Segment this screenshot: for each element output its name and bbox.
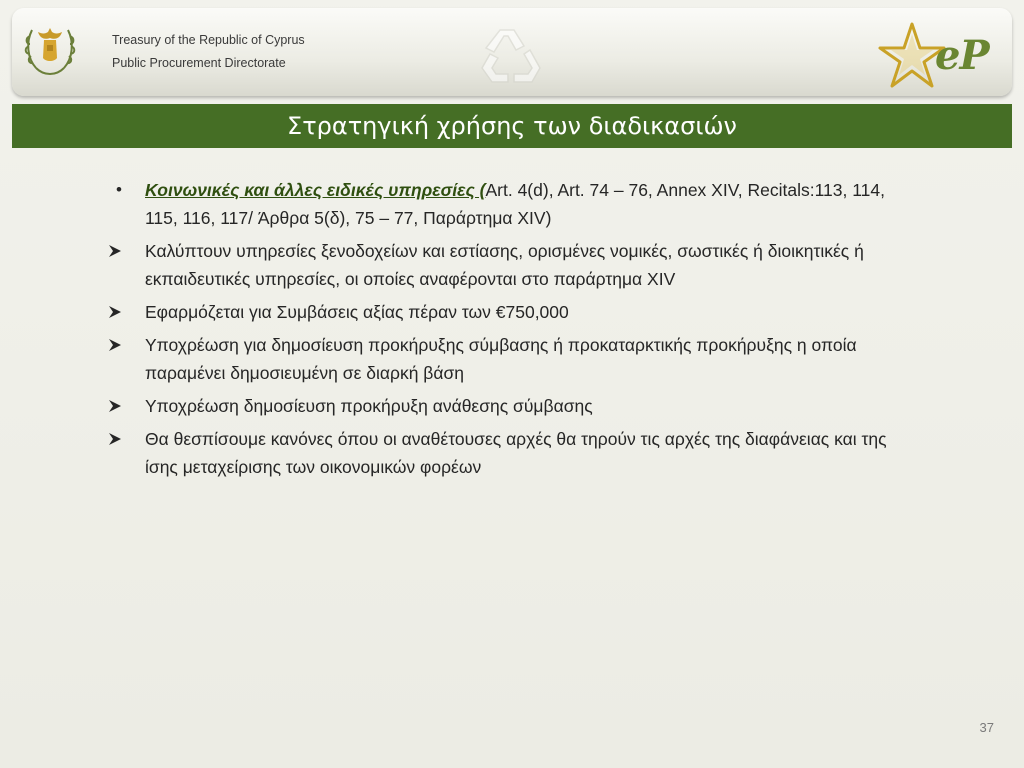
arrow-bullet-icon [108,392,130,413]
slide-title: Στρατηγική χρήσης των διαδικασιών [12,104,1012,148]
list-item-text: Θα θεσπίσουμε κανόνες όπου οι αναθέτουσες αρχές θα τηρούν τις αρχές της διαφάνειας και της ίσης μεταχείρισης των οικονομικών φορέων [145,429,887,477]
list-item [108,176,908,232]
list-item-text: Υποχρέωση δημοσίευση προκήρυξη ανάθεσης σύμβασης [145,396,593,416]
list-item [108,237,908,293]
ep-logo-text: eP [935,32,989,79]
list-item [108,298,908,326]
cyprus-coat-of-arms-icon [22,18,78,80]
recycle-icon [470,24,554,88]
lead-reference: Art. 4(d), Art. 74 – 76, Annex XIV, Recitals:113, 114, 115, 116, 117/ Άρθρα 5(δ), 75 – 77, Παράρτημα XIV) [145,180,885,228]
arrow-bullet-icon [108,237,130,258]
directorate-name: Public Procurement Directorate [112,56,286,70]
list-item [108,331,908,387]
list-item [108,425,908,481]
arrow-bullet-icon [108,298,130,319]
org-name: Treasury of the Republic of Cyprus [112,33,305,47]
content-list [108,176,908,486]
list-item-text: Εφαρμόζεται για Συμβάσεις αξίας πέραν των €750,000 [145,302,569,322]
list-item [108,392,908,420]
arrow-bullet-icon [108,425,130,446]
arrow-bullet-icon [108,331,130,352]
lead-term: Κοινωνικές και άλλες ειδικές υπηρεσίες ( [145,180,486,200]
list-item-text: Υποχρέωση για δημοσίευση προκήρυξης σύμβασης ή προκαταρκτικής προκήρυξης η οποία παραμένει δημοσιευμένη σε διαρκή βάση [145,335,857,383]
page-number: 37 [979,720,994,735]
bullet-marker: • [116,180,122,199]
list-item-text: Καλύπτουν υπηρεσίες ξενοδοχείων και εστίασης, ορισμένες νομικές, σωστικές ή διοικητικές ή εκπαιδευτικές υπηρεσίες, οι οποίες αναφέρονται στο παράρτημα XIV [145,241,864,289]
